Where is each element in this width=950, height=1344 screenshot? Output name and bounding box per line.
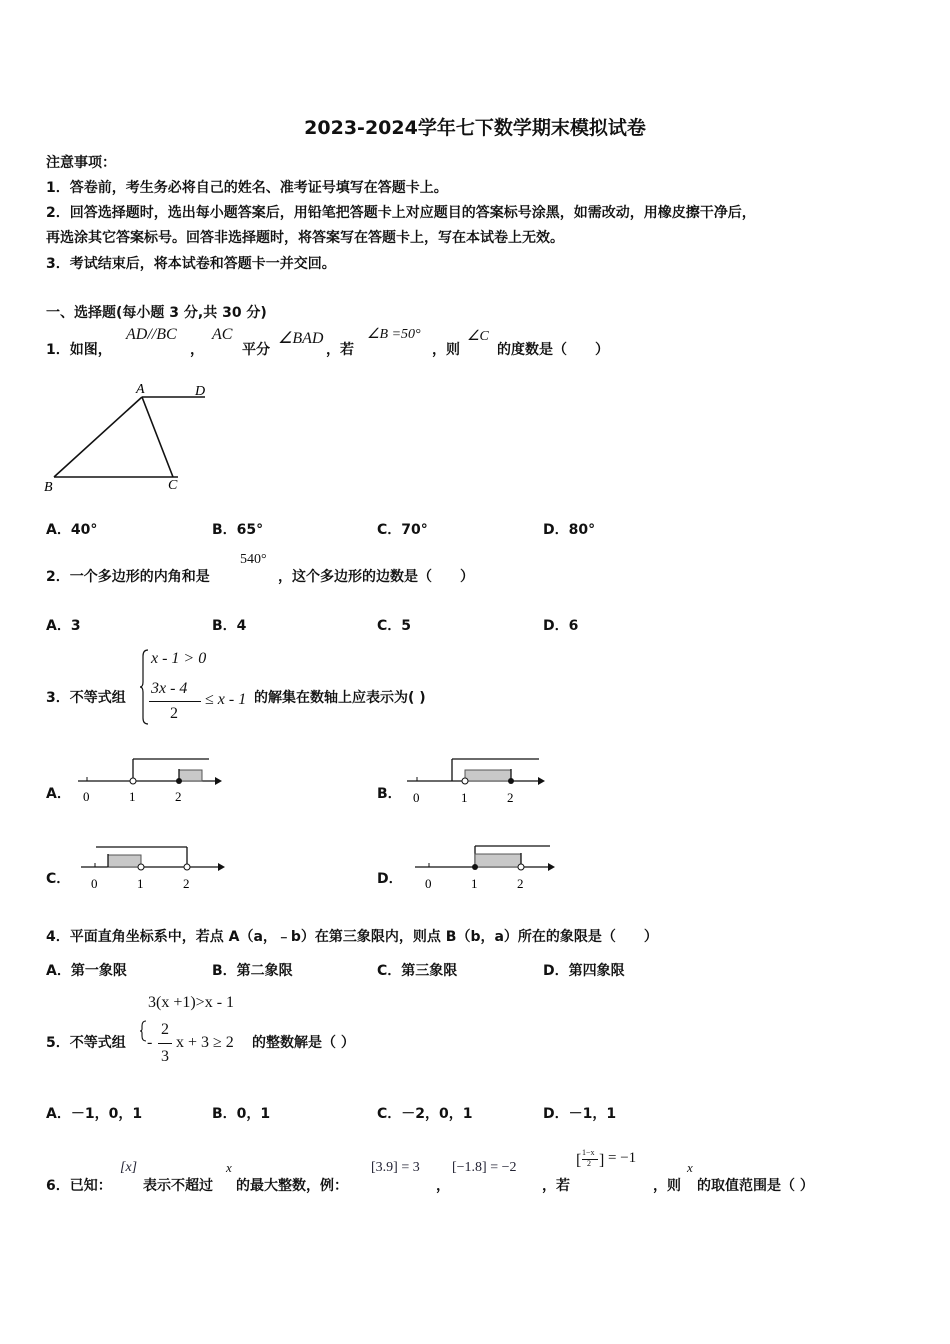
q1-option-d[interactable]: D．80° (543, 522, 596, 538)
tick-2: 2 (517, 876, 524, 891)
q6-close-bracket: ] (599, 1152, 605, 1169)
label-b: B (44, 480, 53, 495)
tick-0: 0 (413, 790, 420, 805)
tick-1: 1 (137, 876, 144, 891)
q5-option-c[interactable]: C．－2，0，1 (377, 1106, 473, 1122)
q1-angle-b: ∠B =50° (367, 327, 421, 342)
q2-prefix: 2．一个多边形的内角和是 (46, 569, 210, 585)
tick-2: 2 (175, 789, 182, 804)
segment-ac (142, 397, 173, 477)
tick-0: 0 (425, 876, 432, 891)
section-heading: 一、选择题(每小题 3 分,共 30 分) (46, 305, 267, 321)
q3-option-a-numberline[interactable] (70, 753, 240, 811)
page-title: 2023-2024学年七下数学期末模拟试卷 (304, 117, 646, 139)
q6-variable-x-2: x (687, 1160, 693, 1175)
label-c: C (168, 478, 178, 493)
q3-fraction-denominator: 2 (170, 705, 178, 722)
q3-suffix: 的解集在数轴上应表示为( ) (254, 690, 426, 706)
q6-frac-numerator: 1−x (582, 1148, 595, 1157)
q5-suffix: 的整数解是（ ） (252, 1035, 355, 1051)
q6-if: ，若 (542, 1178, 570, 1194)
tick-1: 1 (461, 790, 468, 805)
q4-option-d[interactable]: D．第四象限 (543, 963, 625, 979)
segment-ab (54, 397, 142, 477)
q3-system-brace (140, 648, 150, 726)
q1-option-c[interactable]: C．70° (377, 522, 428, 538)
q6-prefix: 6．已知： (46, 1178, 112, 1194)
q5-option-d[interactable]: D．－1，1 (543, 1106, 617, 1122)
q5-fraction-denominator: 3 (161, 1048, 169, 1065)
q2-option-b[interactable]: B．4 (212, 618, 247, 634)
tick-2: 2 (507, 790, 514, 805)
q3-option-b-numberline[interactable] (403, 753, 553, 811)
notice-item-2-line-2: 再选涂其它答案标号。回答非选择题时，将答案写在答题卡上，写在本试卷上无效。 (46, 230, 564, 246)
q1-option-a[interactable]: A．40° (46, 522, 98, 538)
q3-fraction-numerator: 3x - 4 (151, 680, 188, 697)
q4-option-c[interactable]: C．第三象限 (377, 963, 458, 979)
q5-option-a[interactable]: A．－1，0，1 (46, 1106, 143, 1122)
q5-fraction-numerator: 2 (161, 1021, 169, 1038)
q3-prefix: 3．不等式组 (46, 690, 126, 706)
label-d: D (195, 384, 206, 399)
q1-suffix: 的度数是（ ） (497, 342, 609, 358)
q1-bisects: 平分 (242, 342, 270, 358)
tick-2: 2 (183, 876, 190, 891)
q5-option-b[interactable]: B．0，1 (212, 1106, 271, 1122)
q1-angle-c: ∠C (467, 329, 489, 344)
q6-then: ，则 (653, 1178, 681, 1194)
q3-option-d-numberline[interactable] (410, 838, 560, 896)
q3-option-c-label[interactable]: C． (46, 871, 71, 887)
q2-option-d[interactable]: D．6 (543, 618, 579, 634)
q5-prefix: 5．不等式组 (46, 1035, 126, 1051)
q6-comma: ， (436, 1178, 450, 1194)
q6-mid-1: 表示不超过 (143, 1178, 213, 1194)
q1-then: ，则 (432, 342, 460, 358)
tick-1: 1 (471, 876, 478, 891)
q5-inequality-2-rest: x + 3 ≥ 2 (176, 1034, 234, 1051)
q2-angle-sum: 540° (240, 552, 267, 567)
q4-option-a[interactable]: A．第一象限 (46, 963, 127, 979)
q6-floor-x: [x] (120, 1160, 138, 1175)
q5-negative-sign: - (147, 1034, 153, 1051)
q6-mid-2: 的最大整数，例： (236, 1178, 348, 1194)
tick-1: 1 (129, 789, 136, 804)
q6-open-bracket: [ (576, 1152, 582, 1169)
q1-prefix: 1．如图， (46, 342, 112, 358)
q4-stem: 4．平面直角坐标系中，若点 A（a，﹣b）在第三象限内，则点 B（b，a）所在的象限是（ ） (46, 929, 658, 945)
q6-suffix: 的取值范围是（ ） (697, 1178, 814, 1194)
q1-if: ，若 (326, 342, 354, 358)
q3-inequality-2-rhs: ≤ x - 1 (205, 691, 247, 708)
q6-example-1: [3.9] = 3 (371, 1160, 420, 1175)
q3-option-d-label[interactable]: D． (377, 871, 403, 887)
q3-option-b-label[interactable]: B． (377, 786, 402, 802)
label-a: A (136, 382, 145, 397)
notice-item-2-line-1: 2．回答选择题时，选出每小题答案后，用铅笔把答题卡上对应题目的答案标号涂黑，如需改动，用橡皮擦干净后， (46, 205, 756, 221)
q4-option-b[interactable]: B．第二象限 (212, 963, 293, 979)
notice-item-1: 1．答卷前，考生务必将自己的姓名、准考证号填写在答题卡上。 (46, 180, 448, 196)
q1-comma: ， (190, 342, 204, 358)
q6-frac-denominator: 2 (587, 1159, 591, 1168)
q6-example-2: [−1.8] = −2 (452, 1160, 517, 1175)
q2-suffix: ，这个多边形的边数是（ ） (278, 569, 474, 585)
tick-0: 0 (91, 876, 98, 891)
q1-angle-bad: ∠BAD (278, 330, 324, 347)
q2-option-c[interactable]: C．5 (377, 618, 412, 634)
q1-parallel-expr: AD//BC (126, 326, 177, 343)
q6-variable-x-1: x (226, 1160, 232, 1175)
q3-option-c-numberline[interactable] (78, 838, 228, 896)
q1-option-b[interactable]: B．65° (212, 522, 264, 538)
notice-heading: 注意事项： (46, 155, 116, 171)
q3-fraction-bar (149, 701, 201, 702)
q3-option-a-label[interactable]: A． (46, 786, 71, 802)
q6-condition (576, 1150, 656, 1178)
q3-inequality-1: x - 1 > 0 (151, 650, 207, 667)
tick-0: 0 (83, 789, 90, 804)
q5-fraction-bar (158, 1043, 172, 1044)
q2-option-a[interactable]: A．3 (46, 618, 81, 634)
q1-triangle-figure (40, 378, 220, 496)
q5-inequality-1: 3(x +1)>x - 1 (148, 994, 235, 1011)
notice-item-3: 3．考试结束后，将本试卷和答题卡一并交回。 (46, 256, 336, 272)
q1-ac-expr: AC (212, 326, 233, 343)
q6-frac-rhs: = −1 (608, 1150, 637, 1166)
